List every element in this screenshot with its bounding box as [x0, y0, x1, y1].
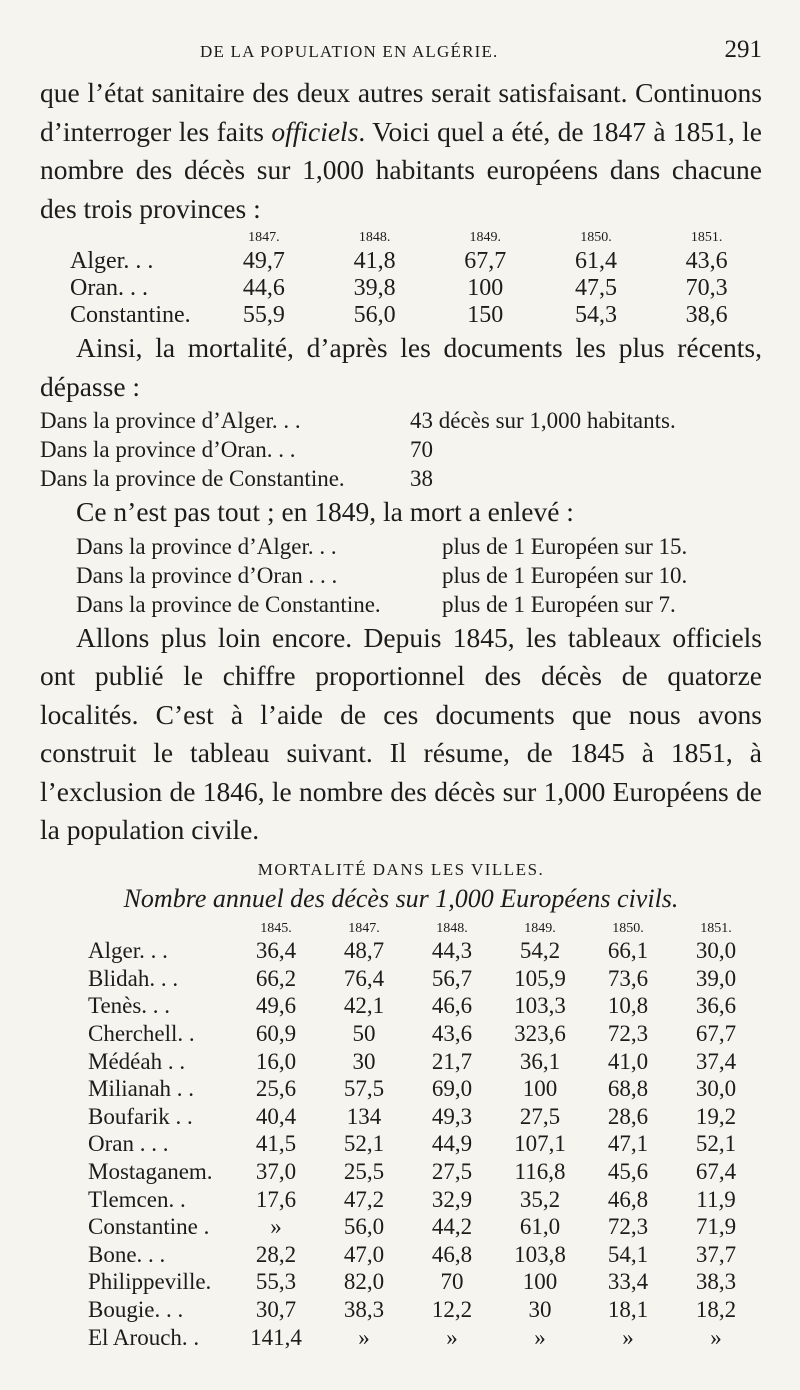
table-cell: » [358, 1324, 370, 1350]
table-row [88, 1296, 760, 1324]
table-row [88, 993, 760, 1021]
paragraph-1-italic: officiels [271, 115, 359, 147]
table-cell: 54,3 [574, 302, 617, 328]
table-cell: 16,0 [255, 1048, 297, 1074]
list-item [40, 464, 762, 493]
list-item-value: plus de 1 Européen sur 15. [442, 533, 688, 559]
table-cell: 67,7 [695, 1021, 737, 1047]
table-cell: 67,7 [464, 248, 507, 274]
table-cell: 44,3 [431, 938, 473, 964]
table-row [70, 275, 762, 302]
row-label: Tenès. . . [88, 993, 171, 1019]
table-cell: 55,3 [255, 1269, 297, 1295]
table-cell: 37,7 [695, 1241, 737, 1267]
table-cell: 61,4 [574, 248, 617, 274]
table-cell: 28,6 [607, 1103, 649, 1129]
table-cell: 52,1 [343, 1131, 385, 1157]
list-item [40, 406, 762, 435]
table-row [88, 1103, 760, 1131]
list-item-value: 43 décès sur 1,000 habitants. [410, 408, 676, 433]
table-cell: » [622, 1324, 634, 1350]
table-cell: 33,4 [607, 1269, 649, 1295]
table-row [88, 1048, 760, 1076]
table-cell: 25,6 [255, 1076, 297, 1102]
table-cell: 30,7 [255, 1297, 297, 1323]
table-cell: 44,6 [242, 275, 285, 301]
table-cell: 67,4 [695, 1159, 737, 1185]
table-cell: 47,5 [574, 275, 617, 301]
table-cell: 49,3 [431, 1103, 473, 1129]
table-cell: 105,9 [514, 965, 566, 991]
table-cell: 103,3 [514, 993, 566, 1019]
table-cell: 47,0 [343, 1241, 385, 1267]
table-cell: 48,7 [343, 938, 385, 964]
table-cell: 76,4 [343, 965, 385, 991]
province-threshold-list [40, 406, 762, 493]
table-cell: 45,6 [607, 1159, 649, 1185]
table-cell: 32,9 [431, 1186, 473, 1212]
table-cell: 54,2 [519, 938, 561, 964]
running-head-title: DE LA POPULATION EN ALGÉRIE. [200, 42, 499, 61]
table-row [88, 1158, 760, 1186]
year-header: 1848. [358, 230, 391, 245]
table-cell: 36,4 [255, 938, 297, 964]
table-cell: 10,8 [607, 993, 649, 1019]
table-cell: 30 [352, 1048, 376, 1074]
page-number: 291 [724, 36, 762, 63]
list-item [76, 561, 762, 590]
row-label: El Arouch. . [88, 1324, 200, 1350]
row-label: Blidah. . . [88, 965, 179, 991]
table-cell: 27,5 [431, 1159, 473, 1185]
table-row [88, 1131, 760, 1159]
table-row [70, 248, 762, 275]
table-header-row [88, 920, 760, 938]
table-cell: 56,0 [343, 1214, 385, 1240]
table-cell: 28,2 [255, 1241, 297, 1267]
row-label: Oran. . . [70, 275, 148, 301]
table-cell: 30 [528, 1297, 552, 1323]
table-cell: 49,6 [255, 993, 297, 1019]
table-cell: 116,8 [514, 1159, 566, 1185]
table-cell: 46,6 [431, 993, 473, 1019]
table-row [88, 1020, 760, 1048]
table-cell: 36,6 [695, 993, 737, 1019]
table-cell: 56,7 [431, 965, 473, 991]
paragraph-3: Ce n’est pas tout ; en 1849, la mort a enlevé : [76, 496, 574, 527]
table-cell: 71,9 [695, 1214, 737, 1240]
year-header: 1851. [690, 230, 723, 245]
table-cell: 52,1 [695, 1131, 737, 1157]
table-cell: 103,8 [514, 1241, 566, 1267]
paragraph-1 [40, 74, 762, 228]
table-cell: 30,0 [695, 1076, 737, 1102]
table-cell: 323,6 [514, 1021, 566, 1047]
table-cell: 57,5 [343, 1076, 385, 1102]
row-label: Médéah . . [88, 1048, 186, 1074]
table-cell: 36,1 [519, 1048, 561, 1074]
table-row [88, 965, 760, 993]
table-cell: 38,3 [695, 1269, 737, 1295]
running-header [40, 28, 762, 74]
table-row [88, 1213, 760, 1241]
table-cell: 49,7 [242, 248, 285, 274]
row-label: Oran . . . [88, 1131, 169, 1157]
table-cell: 43,6 [431, 1021, 473, 1047]
table-cell: 82,0 [343, 1269, 385, 1295]
row-label: Tlemcen. . [88, 1186, 186, 1212]
table-cell: 12,2 [431, 1297, 473, 1323]
table-cell: 134 [346, 1103, 382, 1129]
list-item-label: Dans la province de Constantine. [40, 466, 345, 491]
table-cell: 61,0 [519, 1214, 561, 1240]
table-cell: 35,2 [519, 1186, 561, 1212]
year-header: 1845. [260, 920, 292, 936]
table-cell: 40,4 [255, 1103, 297, 1129]
table-cell: 72,3 [607, 1214, 649, 1240]
table-cell: 66,1 [607, 938, 649, 964]
table-cell: » [270, 1214, 282, 1240]
year-header: 1847. [348, 920, 380, 936]
table-row [88, 938, 760, 966]
list-item-label: Dans la province d’Oran . . . [76, 562, 338, 588]
table-cell: 18,2 [695, 1297, 737, 1323]
table-cell: 56,0 [353, 302, 396, 328]
table-cell: 38,3 [343, 1297, 385, 1323]
row-label: Alger. . . [88, 938, 168, 964]
table-cell: 44,2 [431, 1214, 473, 1240]
table-cell: 27,5 [519, 1103, 561, 1129]
table-cell: 17,6 [255, 1186, 297, 1212]
table-cell: 54,1 [607, 1241, 649, 1267]
row-label: Philippeville. [88, 1269, 212, 1295]
row-label: Cherchell. . [88, 1021, 195, 1047]
table-cell: 60,9 [255, 1021, 297, 1047]
paragraph-4: Allons plus loin encore. Depuis 1845, les tableaux officiels ont publié le chiffre proportionnel des décès de quatorze localités. C’est à l’aide de ces documents que nous avons construit le tableau suivant. Il résume, de 1845 à 1851, à l’exclusion de 1846, le nombre des décès sur 1,000 Européens de la population civile. [40, 621, 762, 845]
table-cell: 55,9 [242, 302, 285, 328]
paragraph-1-text-end: . Voici quel a été, de 1847 à 1851, le nombre des décès sur 1,000 habitants européens dans chacune des trois provinces : [40, 115, 763, 224]
table-cell: 21,7 [431, 1048, 473, 1074]
table-cell: 30,0 [695, 938, 737, 964]
row-label: Bone. . . [88, 1241, 166, 1267]
section-title: MORTALITÉ DANS LES VILLES. [257, 859, 545, 879]
table-row [88, 1269, 760, 1297]
table-cell: » [534, 1324, 546, 1350]
table-cell: 39,8 [353, 275, 396, 301]
list-item-value: plus de 1 Européen sur 7. [442, 591, 676, 617]
table-cell: 39,0 [695, 965, 737, 991]
row-label: Constantine . [88, 1214, 210, 1240]
year-header: 1849. [524, 920, 556, 936]
table-cell: 100 [522, 1076, 558, 1102]
table-header-row [70, 228, 762, 248]
table-cell: 73,6 [607, 965, 649, 991]
table-cell: 37,0 [255, 1159, 297, 1185]
table-cell: 50 [352, 1021, 376, 1047]
table-cell: 41,8 [353, 248, 396, 274]
province-1849-list [40, 532, 762, 619]
provinces-mortality-table [70, 228, 762, 329]
year-header: 1851. [700, 920, 732, 936]
table-cell: 46,8 [607, 1186, 649, 1212]
table-cell: 100 [522, 1269, 558, 1295]
table-row [88, 1186, 760, 1214]
list-item [40, 435, 762, 464]
table-cell: 38,6 [685, 302, 728, 328]
year-header: 1847. [248, 230, 280, 245]
table-cell: 150 [467, 302, 504, 328]
list-item-label: Dans la province d’Oran. . . [40, 437, 296, 462]
table-cell: 11,9 [696, 1186, 736, 1212]
year-header: 1848. [436, 920, 468, 936]
table-cell: 107,1 [514, 1131, 566, 1157]
table-cell: 100 [467, 275, 504, 301]
table-cell: 70,3 [685, 275, 728, 301]
list-item [76, 590, 762, 619]
table-cell: 141,4 [250, 1324, 302, 1350]
table-cell: 69,0 [431, 1076, 473, 1102]
table-cell: 44,9 [431, 1131, 473, 1157]
table-cell: 41,5 [255, 1131, 297, 1157]
row-label: Constantine. [70, 302, 191, 328]
list-item-label: Dans la province d’Alger. . . [76, 533, 337, 559]
table-row [88, 1241, 760, 1269]
table-cell: 25,5 [343, 1159, 385, 1185]
cities-mortality-table [88, 920, 760, 1352]
table-row [70, 302, 762, 329]
table-cell: 72,3 [607, 1021, 649, 1047]
table-cell: 47,1 [607, 1131, 649, 1157]
table-cell: » [446, 1324, 458, 1350]
list-item [76, 532, 762, 561]
list-item-value: 70 [410, 437, 433, 462]
table-cell: 37,4 [695, 1048, 737, 1074]
section-subtitle: Nombre annuel des décès sur 1,000 Européens civils. [123, 883, 679, 913]
table-cell: 68,8 [607, 1076, 649, 1102]
table-cell: 41,0 [607, 1048, 649, 1074]
paragraph-1-text: que l’état sanitaire des deux autres serait satisfaisant. Continuons d’interroger les faits [40, 77, 762, 147]
year-header: 1850. [612, 920, 644, 936]
table-row [88, 1324, 760, 1352]
table-cell: 47,2 [343, 1186, 385, 1212]
paragraph-2: Ainsi, la mortalité, d’après les documents les plus récents, dépasse : [40, 332, 762, 402]
row-label: Bougie. . . [88, 1297, 184, 1323]
year-header: 1850. [580, 230, 612, 245]
year-header: 1849. [469, 230, 502, 245]
table-row [88, 1075, 760, 1103]
table-cell: 46,8 [431, 1241, 473, 1267]
list-item-value: plus de 1 Européen sur 10. [442, 562, 688, 588]
row-label: Mostaganem. [88, 1159, 213, 1185]
row-label: Boufarik . . [88, 1103, 193, 1129]
list-item-label: Dans la province d’Alger. . . [40, 408, 301, 433]
table-cell: 43,6 [685, 248, 728, 274]
table-cell: 66,2 [255, 965, 297, 991]
table-cell: 70 [440, 1269, 464, 1295]
table-cell: 19,2 [695, 1103, 737, 1129]
table-cell: 42,1 [343, 993, 385, 1019]
table-cell: » [710, 1324, 722, 1350]
list-item-label: Dans la province de Constantine. [76, 591, 381, 617]
list-item-value: 38 [410, 466, 433, 491]
row-label: Milianah . . [88, 1076, 195, 1102]
table-cell: 18,1 [607, 1297, 649, 1323]
row-label: Alger. . . [70, 248, 154, 274]
